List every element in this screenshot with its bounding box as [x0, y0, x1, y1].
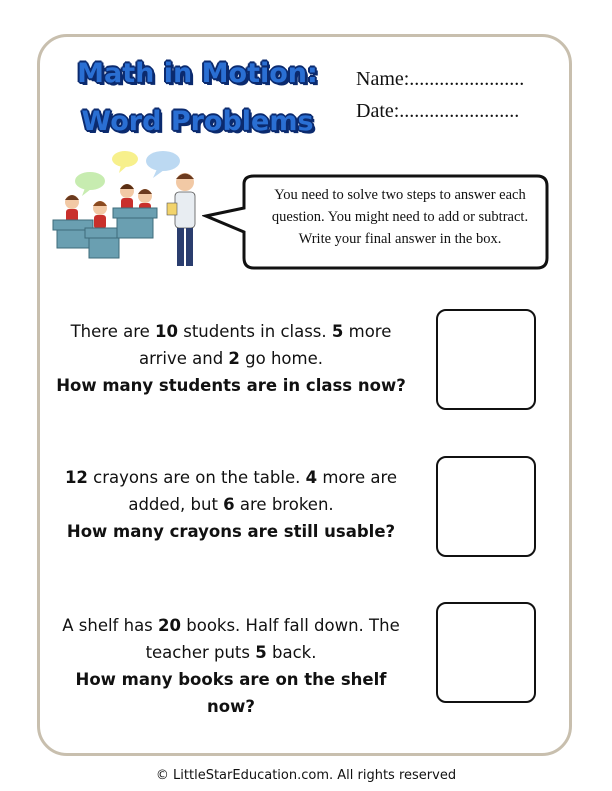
- teacher: [167, 173, 195, 266]
- blue-speech-bubble: [146, 151, 180, 171]
- green-speech-bubble: [75, 172, 105, 190]
- answer-box-1[interactable]: [436, 309, 536, 410]
- date-field[interactable]: Date:........................: [356, 100, 520, 122]
- yellow-speech-bubble: [112, 151, 138, 167]
- instructions-line-1: You need to solve two steps to answer each: [274, 187, 526, 203]
- title-line-1: Math in Motion:: [77, 58, 318, 89]
- instructions-line-2: question. You might need to add or subtract.: [271, 209, 529, 225]
- instructions-text: [250, 184, 550, 250]
- problem-2-question: How many crayons are still usable?: [66, 522, 396, 541]
- instructions-line-3: Write your final answer in the box.: [298, 231, 502, 247]
- copyright-footer: © LittleStarEducation.com. All rights reserved: [155, 768, 457, 783]
- problem-1: There are 10 students in class. 5 more arrive and 2 go home. How many students are in class now?: [52, 318, 410, 399]
- answer-box-2[interactable]: [436, 456, 536, 557]
- title-line-2: Word Problems: [81, 106, 314, 137]
- name-field[interactable]: Name:.......................: [356, 68, 525, 90]
- problem-2: 12 crayons are on the table. 4 more are added, but 6 are broken. How many crayons are still usable?: [52, 464, 410, 545]
- classroom-illustration: [45, 148, 205, 273]
- problem-1-question: How many students are in class now?: [56, 376, 406, 395]
- answer-box-3[interactable]: [436, 602, 536, 703]
- problem-3-question: How many books are on the shelf now?: [75, 670, 387, 716]
- problem-3: A shelf has 20 books. Half fall down. The teacher puts 5 back. How many books are on the shelf now?: [52, 612, 410, 720]
